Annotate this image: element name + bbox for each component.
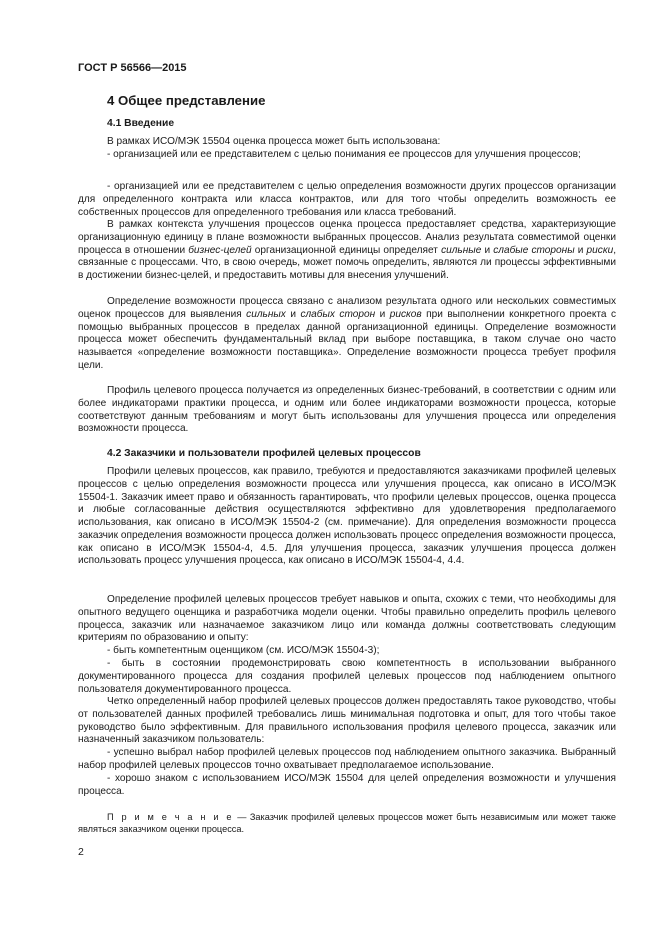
- paragraph: Профиль целевого процесса получается из определенных бизнес-требований, в соответствии с одним или более индикаторами практики процесса, и одним или более индикаторами возможности процесса, которые соответствуют данным требованиям и могут быть использованы для улучшения процесса или определения возможности процесса.: [78, 385, 616, 435]
- document-number: ГОСТ Р 56566—2015: [78, 62, 187, 74]
- paragraph: Определение профилей целевых процессов требует навыков и опыта, схожих с теми, что необходимы для опытного ведущего оценщика и разработчика модели оценки. Чтобы правильно определить профиль целевого процесса, заказчик или назначаемое заказчиком лицо или команда должны соответствовать следующим критериям по образованию и опыту:: [78, 594, 616, 644]
- list-item: - организацией или ее представителем с целью понимания ее процессов для улучшения процессов;: [107, 149, 581, 160]
- note: П р и м е ч а н и е — Заказчик профилей целевых процессов может быть независимым или может также являться заказчиком оценки процесса.: [78, 812, 616, 835]
- paragraph: Профили целевых процессов, как правило, требуются и предоставляются заказчиками профилей целевых процессов с целью определения возможности процесса или улучшения процесса, как описано в ИСО/МЭК 15504-1. Заказчик имеет право и обязанность гарантировать, что профили целевых процессов, оценка процесса и любые согласованные действия осуществляются эффективно для удовлетворения предполагаемого использования, как описано в ИСО/МЭК 15504-2 (см. примечание). Для определения возможности процесса заказчик определения возможности процесса должен использовать процесс определения возможности процесса, как описано в ИСО/МЭК 15504-4, 4.5. Для улучшения процесса, заказчик улучшения процесса должен использовать процесс улучшения процесса, как описано в ИСО/МЭК 15504-4, 4.4.: [78, 466, 616, 567]
- subsection-heading-intro: 4.1 Введение: [107, 118, 175, 129]
- list-item: - организацией или ее представителем с целью определения возможности других процессов организации для определенного контракта или класса контрактов, или для того чтобы определить возможность ее собственных процессов для определенного требования или класса требований.: [78, 181, 616, 218]
- list-item: - успешно выбрал набор профилей целевых процессов под наблюдением опытного заказчика. Выбранный набор профилей целевых процессов точно охватывает предполагаемое использование.: [78, 747, 616, 771]
- paragraph: Определение возможности процесса связано с анализом результата одного или нескольких совместимых оценок процессов для выявления сильных и слабых сторон и рисков при выполнении конкретного проекта с помощью выбранных процессов в пределах данной организационной единицы. Определение возможности процесса может обеспечить фундаментальный вклад при выборе поставщика, в таком случае оно часто называется «определение возможности поставщика». Определение возможности процесса требует профиля цели.: [78, 296, 617, 371]
- list-item: - быть в состоянии продемонстрировать свою компетентность в использовании выбранного документированного процесса для создания профилей целевых процессов под наблюдением опытного пользователя документированного процесса.: [78, 658, 616, 695]
- paragraph: В рамках ИСО/МЭК 15504 оценка процесса может быть использована:: [107, 136, 441, 147]
- subsection-heading-customers: 4.2 Заказчики и пользователи профилей целевых процессов: [107, 448, 421, 459]
- note-label: П р и м е ч а н и е: [107, 812, 234, 822]
- page-number: 2: [78, 846, 84, 858]
- list-item: - быть компетентным оценщиком (см. ИСО/МЭК 15504-3);: [107, 645, 380, 656]
- section-heading: 4 Общее представление: [107, 93, 266, 108]
- list-item: - хорошо знаком с использованием ИСО/МЭК 15504 для целей определения возможности и улучшения процесса.: [78, 773, 616, 797]
- paragraph: Четко определенный набор профилей целевых процессов должен предоставлять такое руководство, чтобы от пользователей данных профилей требовались лишь минимальная подготовка и опыт, для того чтобы такое руководство было эффективным. Для правильного использования профиля целевого процесса, заказчик или назначенный заказчиком пользователь:: [78, 696, 616, 746]
- paragraph: В рамках контекста улучшения процессов оценка процесса предоставляет средства, характеризующие организационную единицу в плане возможности выбранных процессов. Анализ результата совместимой оценки процесса в отношении бизнес-целей организационной единицы определяет сильные и слабые стороны и риски, связанные с процессами. Что, в свою очередь, может помочь определить, являются ли процессы эффективными в достижении бизнес-целей, и предоставить мотивы для внесения улучшений.: [78, 219, 617, 281]
